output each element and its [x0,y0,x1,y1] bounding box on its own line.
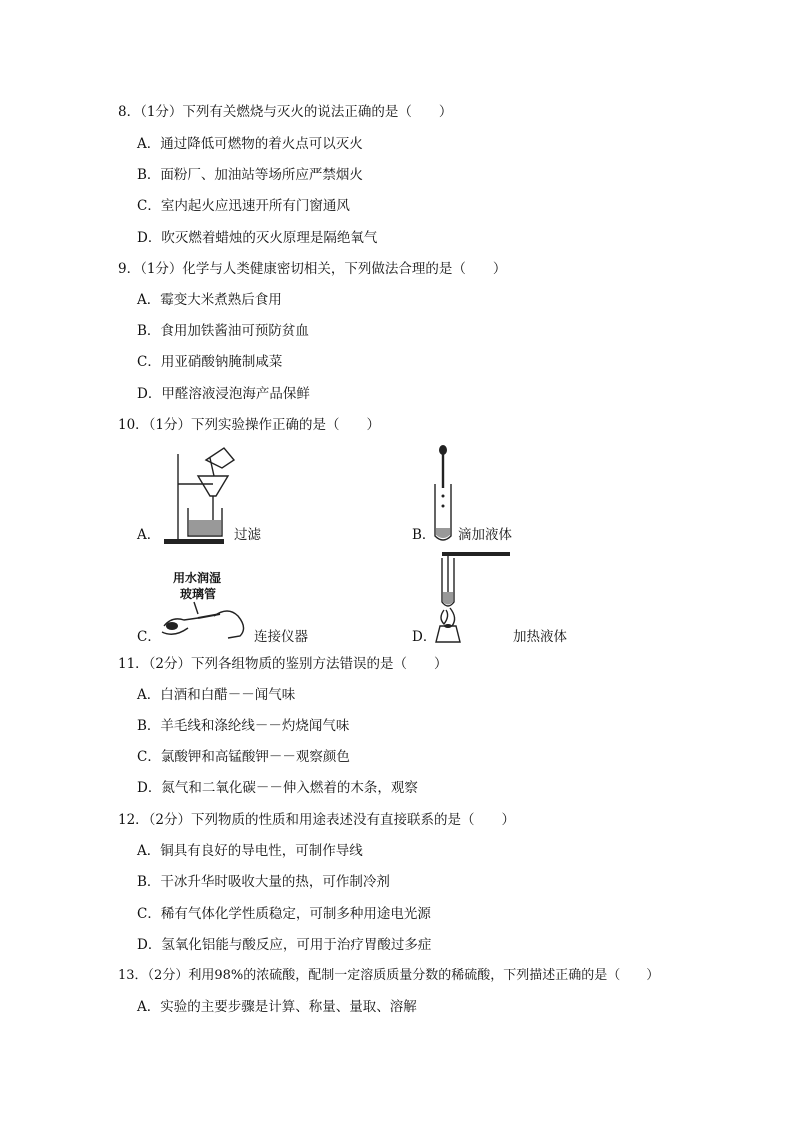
question-12-stem: 12．（2分）下列物质的性质和用途表述没有直接联系的是（ ） [118,812,516,828]
question-9-stem: 9．（1分）化学与人类健康密切相关，下列做法合理的是（ ） [118,261,507,277]
figure-c-connecting [158,598,254,644]
figure-c-annotation-line2: 玻璃管 [180,587,217,601]
question-9-option-d: D．甲醛溶液浸泡海产品保鲜 [137,386,310,402]
figure-c-letter: C． [137,629,161,645]
question-9-option-a: A．霉变大米煮熟后食用 [137,292,282,308]
question-10-stem: 10．（1分）下列实验操作正确的是（ ） [118,417,381,433]
question-11-stem: 11．（2分）下列各组物质的鉴别方法错误的是（ ） [118,656,448,672]
figure-b-caption: 滴加液体 [458,527,512,543]
question-12-option-d: D．氢氧化铝能与酸反应，可用于治疗胃酸过多症 [137,937,432,953]
question-11-option-d: D．氮气和二氧化碳－－伸入燃着的木条，观察 [137,780,418,796]
question-13-option-a: A．实验的主要步骤是计算、称量、量取、溶解 [137,999,417,1015]
figure-a-filtration [158,446,238,546]
question-12-option-c: C．稀有气体化学性质稳定，可制多种用途电光源 [137,906,431,922]
question-13-stem: 13．（2分）利用98%的浓硫酸，配制一定溶质质量分数的稀硫酸，下列描述正确的是（ ） [118,968,660,983]
question-11-option-c: C．氯酸钾和高锰酸钾－－观察颜色 [137,749,350,765]
question-9-option-b: B．食用加铁酱油可预防贫血 [137,323,309,339]
question-8-option-d: D．吹灭燃着蜡烛的灭火原理是隔绝氧气 [137,230,378,246]
figure-d-caption: 加热液体 [513,629,567,645]
figure-b-letter: B． [412,527,436,543]
question-8-stem: 8．（1分）下列有关燃烧与灭火的说法正确的是（ ） [118,104,453,120]
figure-d-letter: D． [412,629,437,645]
figure-c-caption: 连接仪器 [254,629,308,645]
question-8-option-c: C．室内起火应迅速开所有门窗通风 [137,198,350,214]
question-9-option-c: C．用亚硝酸钠腌制咸菜 [137,354,283,370]
figure-a-letter: A． [137,527,161,543]
figure-c-annotation-line1: 用水润湿 [173,571,222,585]
question-8-option-a: A．通过降低可燃物的着火点可以灭火 [137,136,363,152]
question-11-option-b: B．羊毛线和涤纶线－－灼烧闻气味 [137,718,350,734]
question-12-option-b: B．干冰升华时吸收大量的热，可作制冷剂 [137,874,390,890]
figure-b-dropper [428,444,458,544]
question-11-option-a: A．白酒和白醋－－闻气味 [137,687,296,703]
question-8-option-b: B．面粉厂、加油站等场所应严禁烟火 [137,167,363,183]
figure-a-caption: 过滤 [234,527,261,543]
question-12-option-a: A．铜具有良好的导电性，可制作导线 [137,843,363,859]
figure-d-heating [432,548,514,646]
